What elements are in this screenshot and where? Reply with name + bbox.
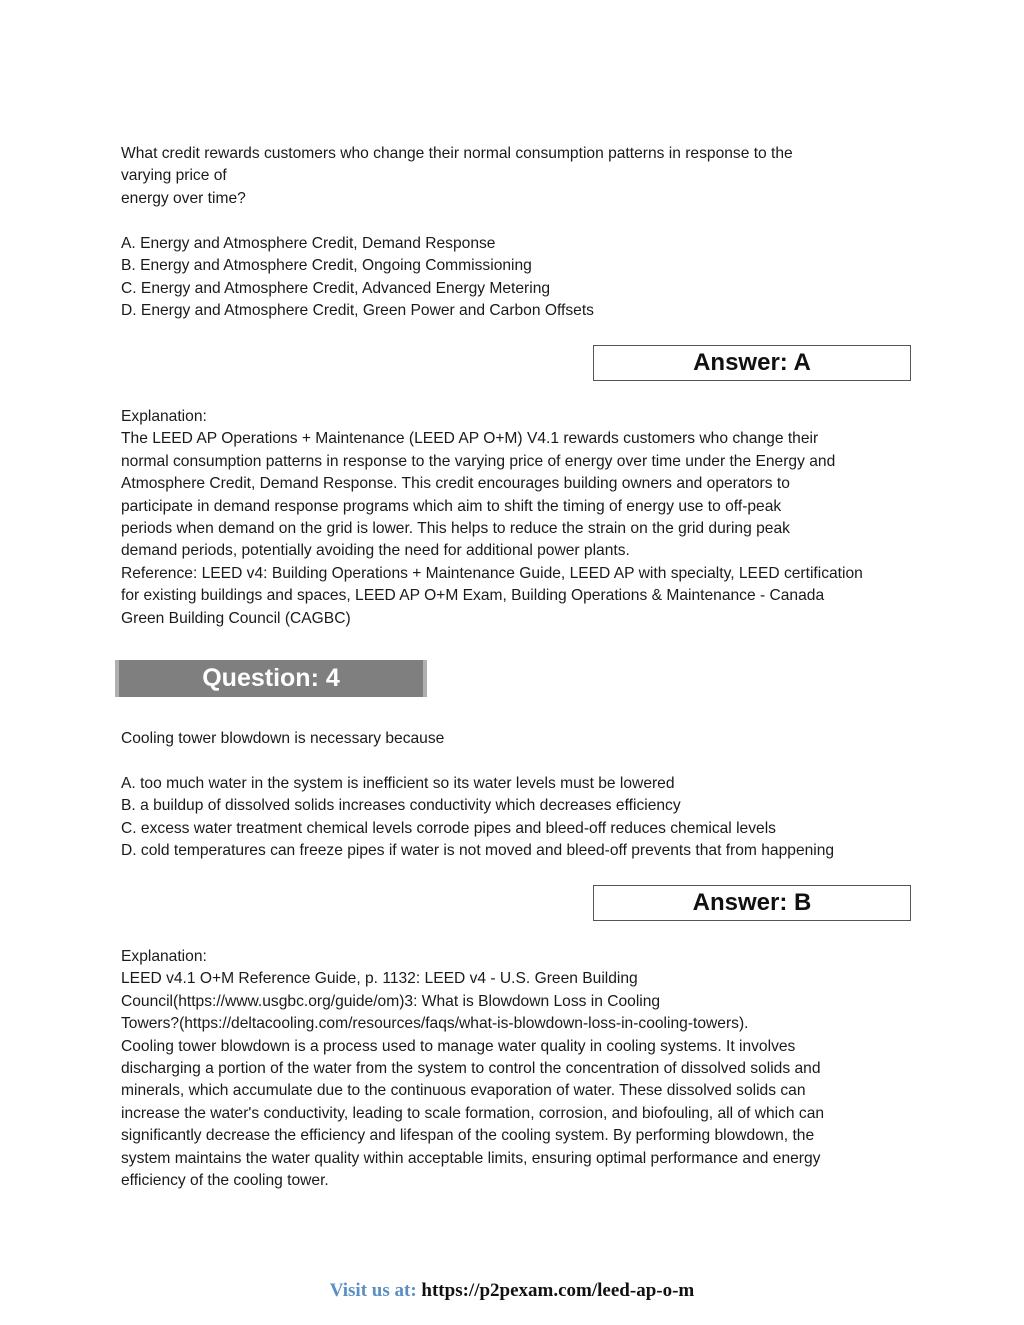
- q3-explanation-line: Atmosphere Credit, Demand Response. This credit encourages building owners and operators to: [121, 475, 790, 493]
- q4-explanation-line: Council(https://www.usgbc.org/guide/om)3: What is Blowdown Loss in Cooling: [121, 992, 661, 1010]
- q3-explanation-line: Explanation:: [121, 408, 207, 425]
- q3-explanation-line: demand periods, potentially avoiding the need for additional power plants.: [121, 542, 630, 560]
- q3-option-a: A. Energy and Atmosphere Credit, Demand Response: [121, 235, 496, 252]
- q3-question-line: varying price of: [121, 167, 227, 185]
- footer-site-link[interactable]: https://p2pexam.com/leed-ap-o-m: [421, 1280, 695, 1301]
- q3-explanation-line: for existing buildings and spaces, LEED AP O+M Exam, Building Operations & Maintenance - Canada: [121, 587, 825, 605]
- q4-explanation-line: increase the water's conductivity, leading to scale formation, corrosion, and biofouling, all of which can: [121, 1104, 825, 1122]
- q3-explanation: [121, 406, 911, 630]
- q4-option-a: A. too much water in the system is inefficient so its water levels must be lowered: [121, 775, 675, 792]
- q3-explanation-line: normal consumption patterns in response to the varying price of energy over time under the Energy and: [121, 452, 836, 470]
- q4-options: [121, 773, 911, 863]
- q3-option-c: C. Energy and Atmosphere Credit, Advanced Energy Metering: [121, 279, 551, 297]
- q4-explanation-line: efficiency of the cooling tower.: [121, 1172, 329, 1190]
- question-4-heading-bar: [115, 660, 427, 697]
- q3-option-b: B. Energy and Atmosphere Credit, Ongoing Commissioning: [121, 257, 532, 275]
- q4-option-d: D. cold temperatures can freeze pipes if water is not moved and bleed-off prevents that from happening: [121, 842, 835, 860]
- q3-explanation-line: The LEED AP Operations + Maintenance (LEED AP O+M) V4.1 rewards customers who change their: [121, 430, 819, 448]
- q3-explanation-line: Green Building Council (CAGBC): [121, 609, 351, 627]
- q4-explanation-line: significantly decrease the efficiency and lifespan of the cooling system. By performing blowdown, the: [121, 1127, 815, 1145]
- q4-explanation-line: system maintains the water quality within acceptable limits, ensuring optimal performance and energy: [121, 1149, 821, 1167]
- q3-explanation-line: Reference: LEED v4: Building Operations + Maintenance Guide, LEED AP with specialty, LEED certification: [121, 564, 863, 582]
- q4-answer-label: Answer: B: [692, 889, 812, 916]
- q4-option-b: B. a buildup of dissolved solids increases conductivity which decreases efficiency: [121, 797, 681, 815]
- footer-visit-label: Visit us at:: [329, 1280, 417, 1301]
- question-4-heading: Question: 4: [202, 664, 340, 692]
- q4-explanation-line: LEED v4.1 O+M Reference Guide, p. 1132: LEED v4 - U.S. Green Building: [121, 970, 638, 988]
- q3-question-text: [121, 143, 911, 210]
- q4-explanation-line: Towers?(https://deltacooling.com/resources/faqs/what-is-blowdown-loss-in-cooling-towers).: [121, 1015, 749, 1033]
- q4-question-text: [121, 728, 911, 750]
- q4-explanation-line: discharging a portion of the water from the system to control the concentration of dissolved solids and: [121, 1060, 821, 1078]
- q3-explanation-line: participate in demand response programs which aim to shift the timing of energy use to off-peak: [121, 497, 782, 515]
- q4-option-c: C. excess water treatment chemical levels corrode pipes and bleed-off reduces chemical levels: [121, 819, 776, 837]
- q3-explanation-line: periods when demand on the grid is lower. This helps to reduce the strain on the grid during peak: [121, 520, 790, 538]
- q3-answer-label: Answer: A: [693, 349, 811, 376]
- q3-question-line: energy over time?: [121, 189, 246, 207]
- q4-explanation-line: minerals, which accumulate due to the continuous evaporation of water. These dissolved solids can: [121, 1082, 806, 1100]
- q4-question-line: Cooling tower blowdown is necessary because: [121, 730, 445, 747]
- q3-option-d: D. Energy and Atmosphere Credit, Green Power and Carbon Offsets: [121, 302, 594, 320]
- q3-options: [121, 233, 911, 323]
- page-footer: [0, 1280, 1024, 1302]
- q4-explanation-line: Explanation:: [121, 948, 207, 965]
- q3-question-line: What credit rewards customers who change their normal consumption patterns in response to the: [121, 145, 793, 162]
- q4-explanation-line: Cooling tower blowdown is a process used to manage water quality in cooling systems. It involves: [121, 1037, 796, 1055]
- q4-explanation: [121, 946, 911, 1192]
- q4-answer-box: [593, 885, 911, 921]
- q3-answer-box: [593, 345, 911, 381]
